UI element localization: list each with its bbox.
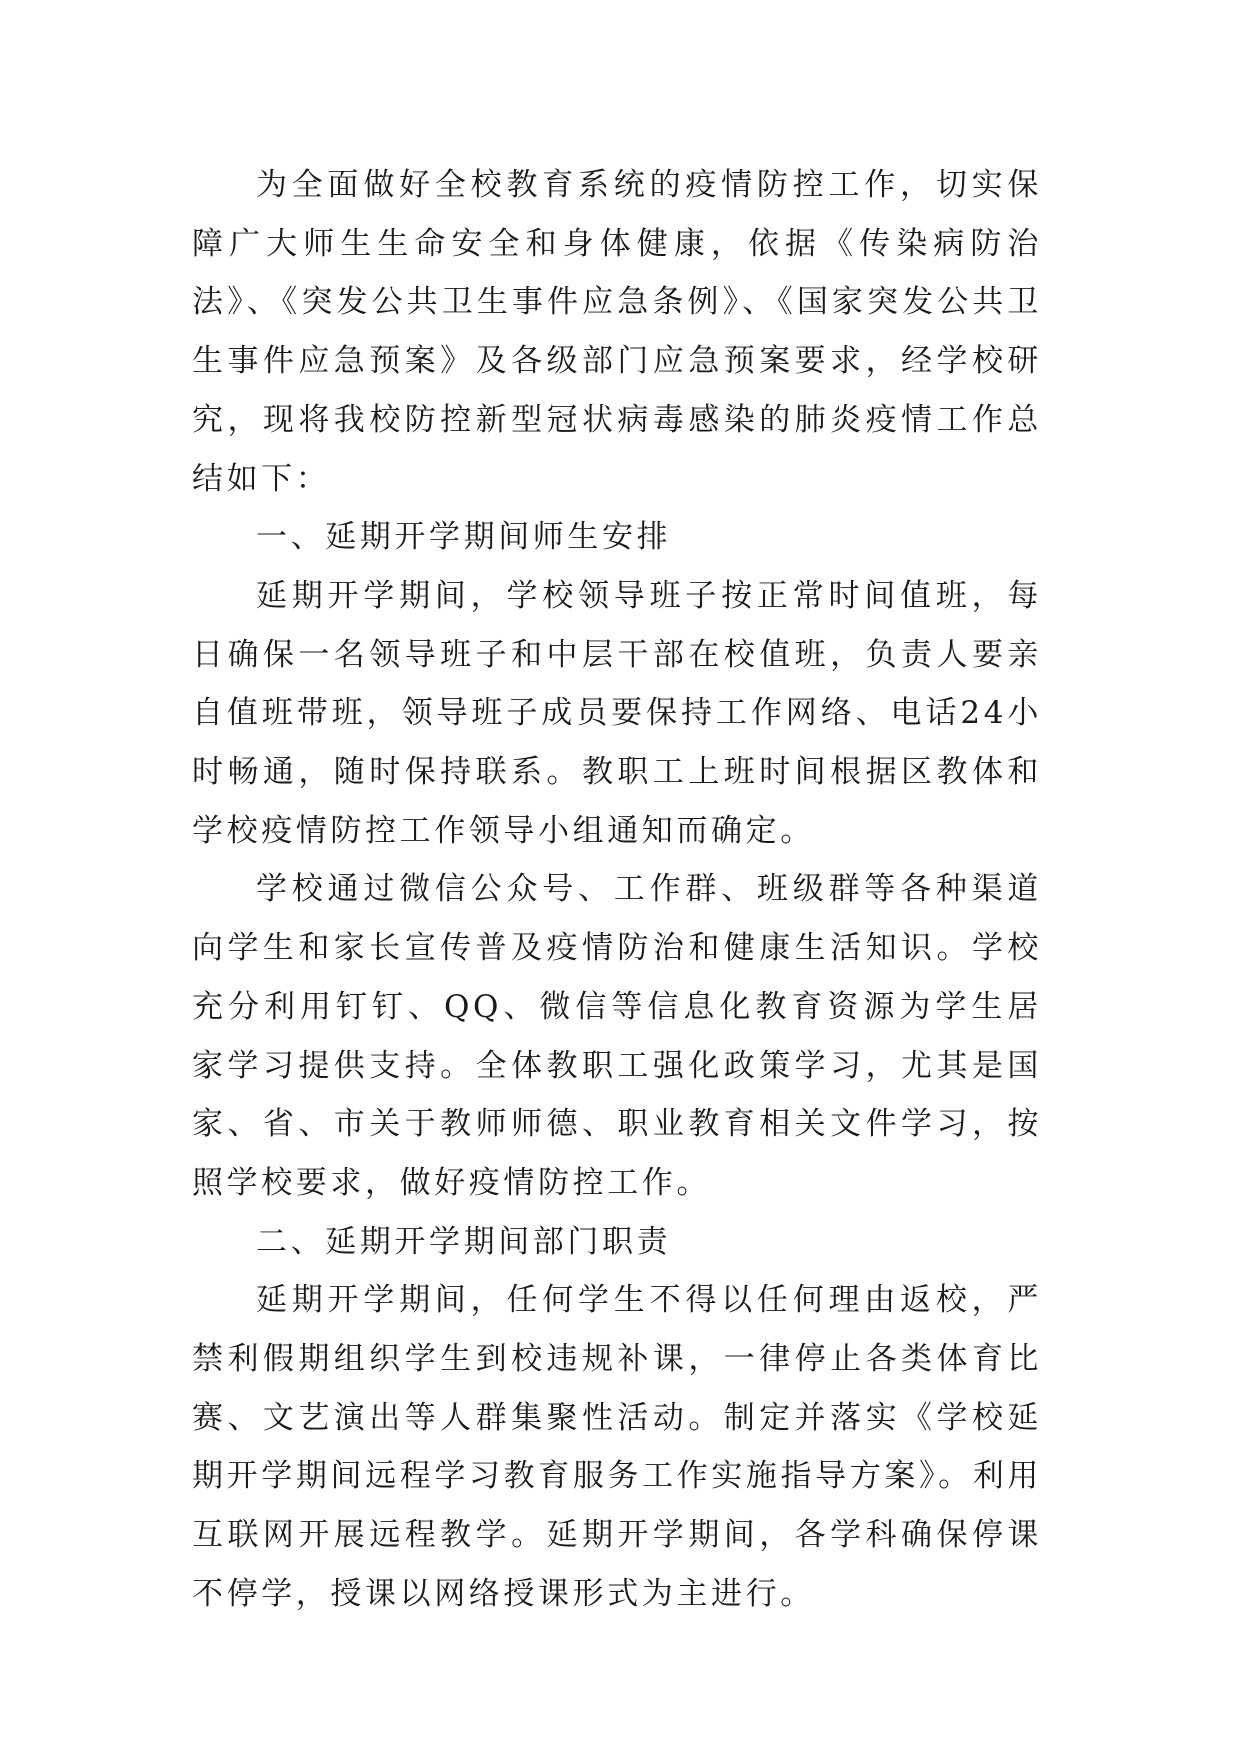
section-heading-1: 一、延期开学期间师生安排 bbox=[256, 519, 672, 556]
section-heading-2: 二、延期开学期间部门职责 bbox=[256, 1223, 672, 1260]
section-2-paragraph-1: 延期开学期间，任何学生不得以任何理由返校，严禁利假期组织学生到校违规补课，一律停止各类体育比赛、文艺演出等人群集聚性活动。制定并落实《学校延期开学期间远程学习教育服务工作实施指导方案》。利用互联网开展远程教学。延期开学期间，各学科确保停课不停学，授课以网络授课形式为主进行。 bbox=[192, 1282, 1042, 1612]
intro-paragraph: 为全面做好全校教育系统的疫情防控工作，切实保障广大师生生命安全和身体健康，依据《传染病防治法》、《突发公共卫生事件应急条例》、《国家突发公共卫生事件应急预案》及各级部门应急预案要求，经学校研究，现将我校防控新型冠状病毒感染的肺炎疫情工作总结如下： bbox=[192, 167, 1042, 497]
document-body bbox=[192, 156, 1042, 1624]
section-1-paragraph-1: 延期开学期间，学校领导班子按正常时间值班，每日确保一名领导班子和中层干部在校值班，负责人要亲自值班带班，领导班子成员要保持工作网络、电话24小时畅通，随时保持联系。教职工上班时间根据区教体和学校疫情防控工作领导小组通知而确定。 bbox=[192, 577, 1042, 849]
section-1-paragraph-2: 学校通过微信公众号、工作群、班级群等各种渠道向学生和家长宣传普及疫情防治和健康生活知识。学校充分利用钉钉、QQ、微信等信息化教育资源为学生居家学习提供支持。全体教职工强化政策学习，尤其是国家、省、市关于教师师德、职业教育相关文件学习，按照学校要求，做好疫情防控工作。 bbox=[192, 871, 1042, 1201]
